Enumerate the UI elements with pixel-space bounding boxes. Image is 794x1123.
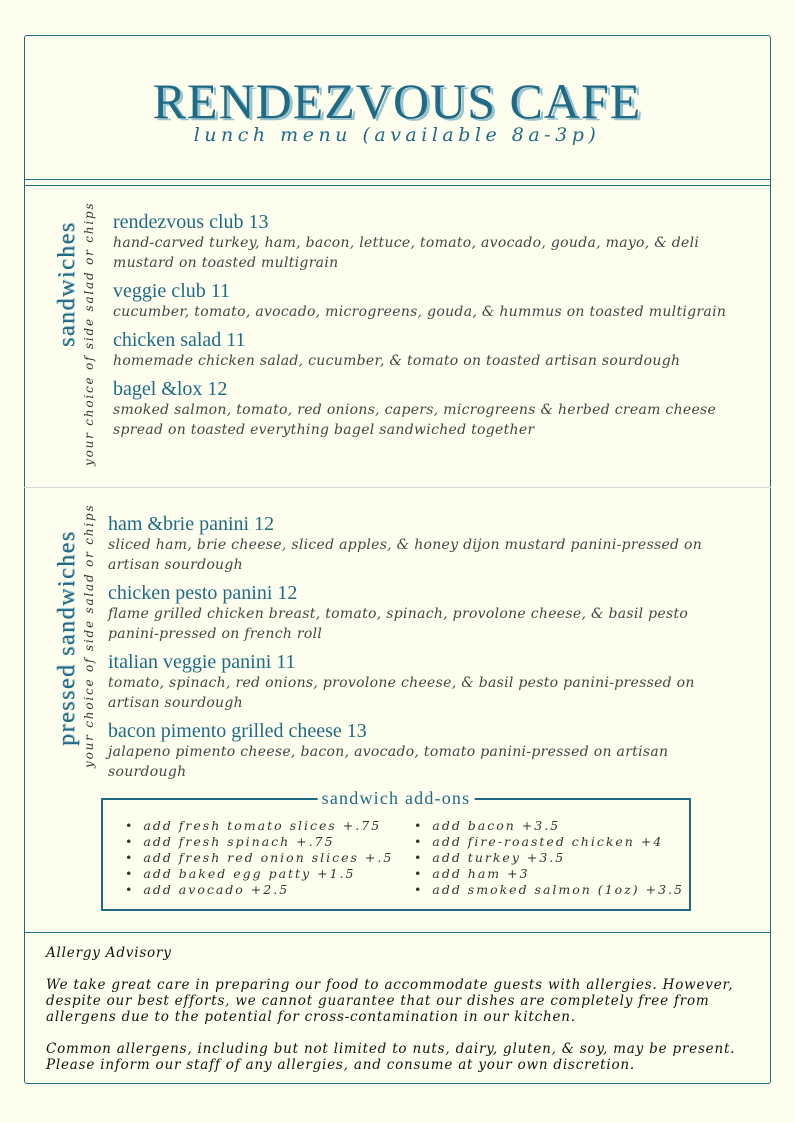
item-description: homemade chicken salad, cucumber, & tomato on toasted artisan sourdough <box>113 353 681 369</box>
menu-item <box>108 582 708 644</box>
addon-item: • add avocado +2.5 <box>125 882 393 898</box>
item-description: jalapeno pimento cheese, bacon, avocado, tomato panini-pressed on artisan sourdough <box>108 744 669 780</box>
addon-item: • add turkey +3.5 <box>414 850 684 866</box>
item-name: bacon pimento grilled cheese 13 <box>108 720 367 742</box>
menu-item <box>113 378 753 440</box>
item-description: sliced ham, brie cheese, sliced apples, & honey dijon mustard panini-pressed on artisan sourdough <box>108 537 703 573</box>
divider <box>24 932 771 933</box>
addon-item: • add fresh spinach +.75 <box>125 834 393 850</box>
item-description: smoked salmon, tomato, red onions, capers, microgreens & herbed cream cheese spread on toasted everything bagel sandwiched together <box>113 402 717 438</box>
pressed-sandwiches-list <box>108 513 708 789</box>
sandwiches-list <box>113 211 753 447</box>
item-description: flame grilled chicken breast, tomato, spinach, provolone cheese, & basil pesto panini-pressed on french roll <box>108 606 689 642</box>
item-description: tomato, spinach, red onions, provolone cheese, & basil pesto panini-pressed on artisan sourdough <box>108 675 695 711</box>
addon-item: • add baked egg patty +1.5 <box>125 866 393 882</box>
menu-subtitle: lunch menu (available 8a-3p) <box>193 124 601 146</box>
item-name: ham &brie panini 12 <box>108 513 275 535</box>
cafe-title: RENDEZVOUS CAFE <box>152 73 642 129</box>
menu-item <box>108 513 708 575</box>
section-title-sandwiches: sandwiches <box>54 221 80 348</box>
menu-item <box>113 329 753 371</box>
addon-item: • add fire-roasted chicken +4 <box>414 834 684 850</box>
allergy-paragraph: Common allergens, including but not limited to nuts, dairy, gluten, & soy, may be present. Please inform our staff of any allergies, and consume at your own discretion. <box>46 1041 736 1073</box>
item-name: italian veggie panini 11 <box>108 651 296 673</box>
item-name: chicken salad 11 <box>113 329 246 351</box>
item-name: veggie club 11 <box>113 280 231 302</box>
addon-item: • add bacon +3.5 <box>414 818 684 834</box>
menu-item <box>108 720 708 782</box>
addons-list-left <box>125 818 393 898</box>
allergy-heading: Allergy Advisory <box>46 945 172 961</box>
section-note: your choice of side salad or chips <box>82 503 96 768</box>
addon-item: • add ham +3 <box>414 866 684 882</box>
item-name: chicken pesto panini 12 <box>108 582 298 604</box>
item-name: rendezvous club 13 <box>113 211 269 233</box>
menu-item <box>108 651 708 713</box>
section-note: your choice of side salad or chips <box>82 201 96 466</box>
menu-item <box>113 211 753 273</box>
divider <box>24 487 771 488</box>
divider <box>24 179 771 180</box>
section-title-pressed-sandwiches: pressed sandwiches <box>54 530 80 746</box>
item-name: bagel &lox 12 <box>113 378 228 400</box>
allergy-advisory <box>46 945 746 1089</box>
addon-item: • add fresh tomato slices +.75 <box>125 818 393 834</box>
item-description: cucumber, tomato, avocado, microgreens, gouda, & hummus on toasted multigrain <box>113 304 727 320</box>
menu-item <box>113 280 753 322</box>
addons-box <box>101 788 691 911</box>
allergy-paragraph: We take great care in preparing our food to accommodate guests with allergies. However, despite our best efforts, we cannot guarantee that our dishes are completely free from allergens due to the potential for cross-contamination in our kitchen. <box>46 977 734 1025</box>
divider <box>24 185 771 186</box>
item-description: hand-carved turkey, ham, bacon, lettuce, tomato, avocado, gouda, mayo, & deli mustard on toasted multigrain <box>113 235 700 271</box>
addons-list-right <box>414 818 684 898</box>
addon-item: • add fresh red onion slices +.5 <box>125 850 393 866</box>
addon-item: • add smoked salmon (1oz) +3.5 <box>414 882 684 898</box>
addons-title: sandwich add-ons <box>318 788 475 809</box>
